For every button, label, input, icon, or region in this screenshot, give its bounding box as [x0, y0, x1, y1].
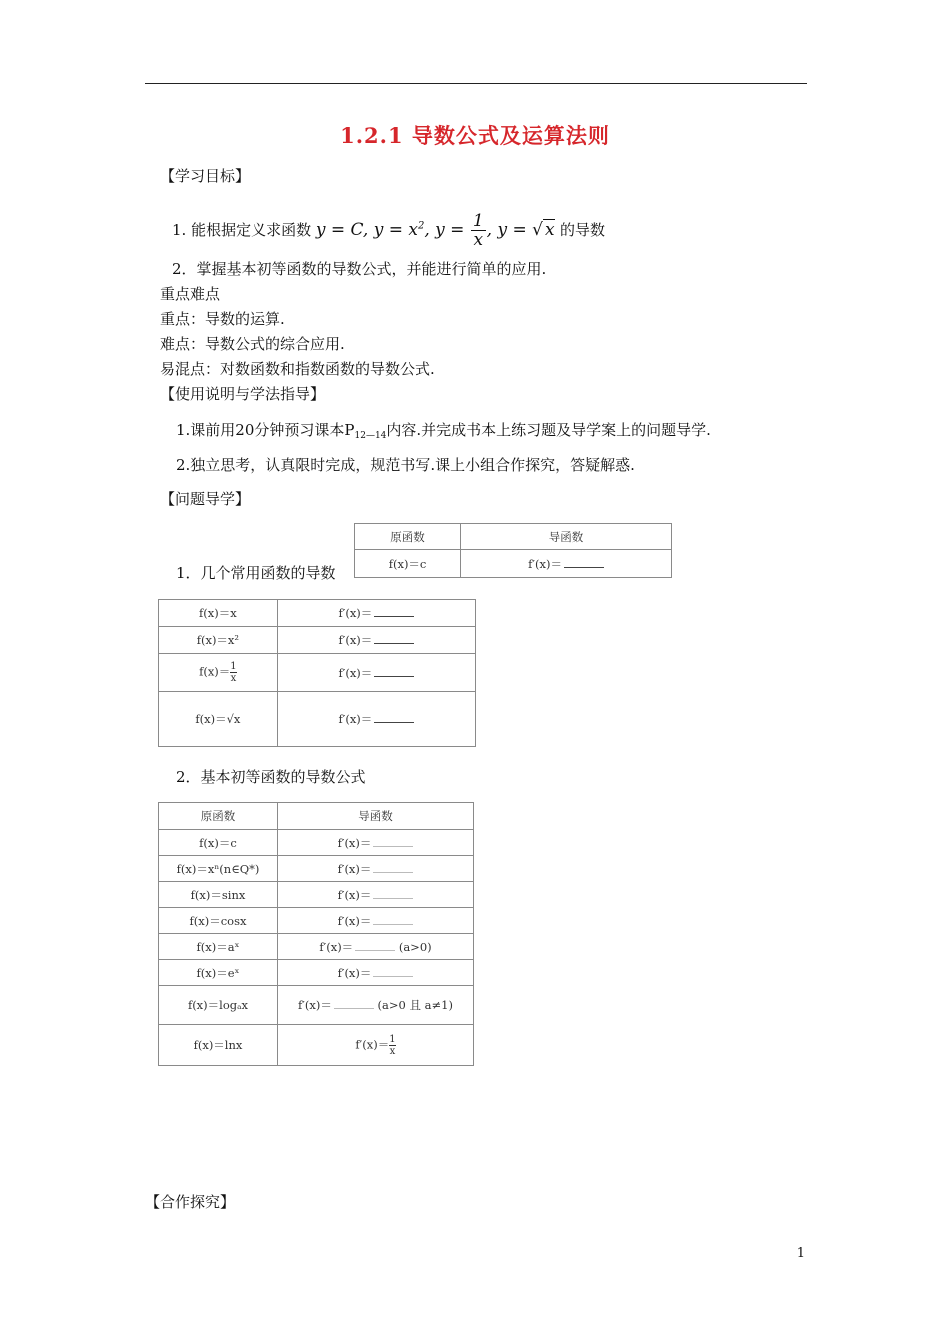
cooperation-header: 【合作探究】 [145, 1193, 236, 1211]
fraction-one-over-x: $\frac{1}{x}$ [472, 211, 484, 250]
goals-header: 【学习目标】 [160, 167, 251, 185]
table-row-right: f′(x)＝ [278, 882, 474, 908]
goal-1-formula: y = C, $y = x^2$, y = $\frac{1}{x}$ , y = √ x [315, 211, 555, 250]
table-row-right: f′(x)＝ [277, 692, 475, 747]
table-row-left: f(x)＝xⁿ(n∈Q*) [159, 856, 278, 882]
goal-2: 2．掌握基本初等函数的导数公式，并能进行简单的应用. [172, 260, 547, 278]
problem-header: 【问题导学】 [160, 490, 251, 508]
header-rule [145, 83, 807, 84]
table-row-right: f′(x)＝ [277, 600, 475, 627]
table-row-right: f′(x)＝ (a>0 且 a≠1) [278, 986, 474, 1025]
table-row-right: f′(x)＝ [277, 654, 475, 692]
question-2: 2．基本初等函数的导数公式 [176, 768, 366, 786]
table-cell-right: f′(x)＝ [461, 550, 672, 578]
page-number: 1 [796, 1246, 805, 1261]
fraction-one-over-x: $\frac{1}{x}$ [389, 1033, 396, 1057]
table-row-right: f′(x)＝ $\frac{1}{x}$ [278, 1025, 474, 1066]
table-row-left: f(x)＝eˣ [159, 960, 278, 986]
table-row-left: f(x)＝x [159, 600, 278, 627]
difficult-point: 难点：导数公式的综合应用. [160, 335, 345, 353]
usage-2: 2.独立思考，认真限时完成，规范书写.课上小组合作探究，答疑解惑. [176, 456, 635, 474]
table-row-right: f′(x)＝ [278, 856, 474, 882]
goal-1 [172, 212, 605, 249]
table-row-left: f(x)＝x² [159, 627, 278, 654]
key-point: 重点：导数的运算. [160, 310, 285, 328]
table-cell-left: f(x)＝c [355, 550, 461, 578]
usage-1: 1.课前用20分钟预习课本$P_{12—14}$内容.并完成书本上练习题及导学案上的问题导学. [176, 421, 711, 441]
question-1: 1．几个常用函数的导数 [176, 564, 336, 582]
usage-header: 【使用说明与学法指导】 [160, 385, 326, 403]
table-row-left: f(x)＝lnx [159, 1025, 278, 1066]
table-common-functions [158, 599, 476, 747]
table-row-left: f(x)＝√x [159, 692, 278, 747]
table-row-left: f(x)＝aˣ [159, 934, 278, 960]
table-row-left: f(x)＝logₐx [159, 986, 278, 1025]
table-header-derivative: 导函数 [461, 524, 672, 550]
table-row-left: f(x)＝c [159, 830, 278, 856]
goal-1-suffix: 的导数 [559, 221, 605, 239]
table-header-original: 原函数 [159, 803, 278, 830]
table-header-original: 原函数 [355, 524, 461, 550]
goal-1-prefix: 1. 能根据定义求函数 [172, 221, 312, 239]
table-row-right: f′(x)＝ (a>0) [278, 934, 474, 960]
table-row-left: f(x)＝cosx [159, 908, 278, 934]
table-row-left: f(x)＝ $\frac{1}{x}$ [159, 654, 278, 692]
table-row-right: f′(x)＝ [277, 627, 475, 654]
table-row-right: f′(x)＝ [278, 908, 474, 934]
fraction-one-over-x: $\frac{1}{x}$ [230, 661, 237, 684]
confusing-point: 易混点：对数函数和指数函数的导数公式. [160, 360, 435, 378]
table-row-left: f(x)＝sinx [159, 882, 278, 908]
table-basic-formulas [158, 802, 474, 1066]
table-header-derivative: 导函数 [278, 803, 474, 830]
table-constant [354, 523, 672, 578]
document-title: 1.2.1 导数公式及运算法则 [340, 123, 610, 148]
table-row-right: f′(x)＝ [278, 960, 474, 986]
table-row-right: f′(x)＝ [278, 830, 474, 856]
key-header: 重点难点 [160, 285, 221, 303]
